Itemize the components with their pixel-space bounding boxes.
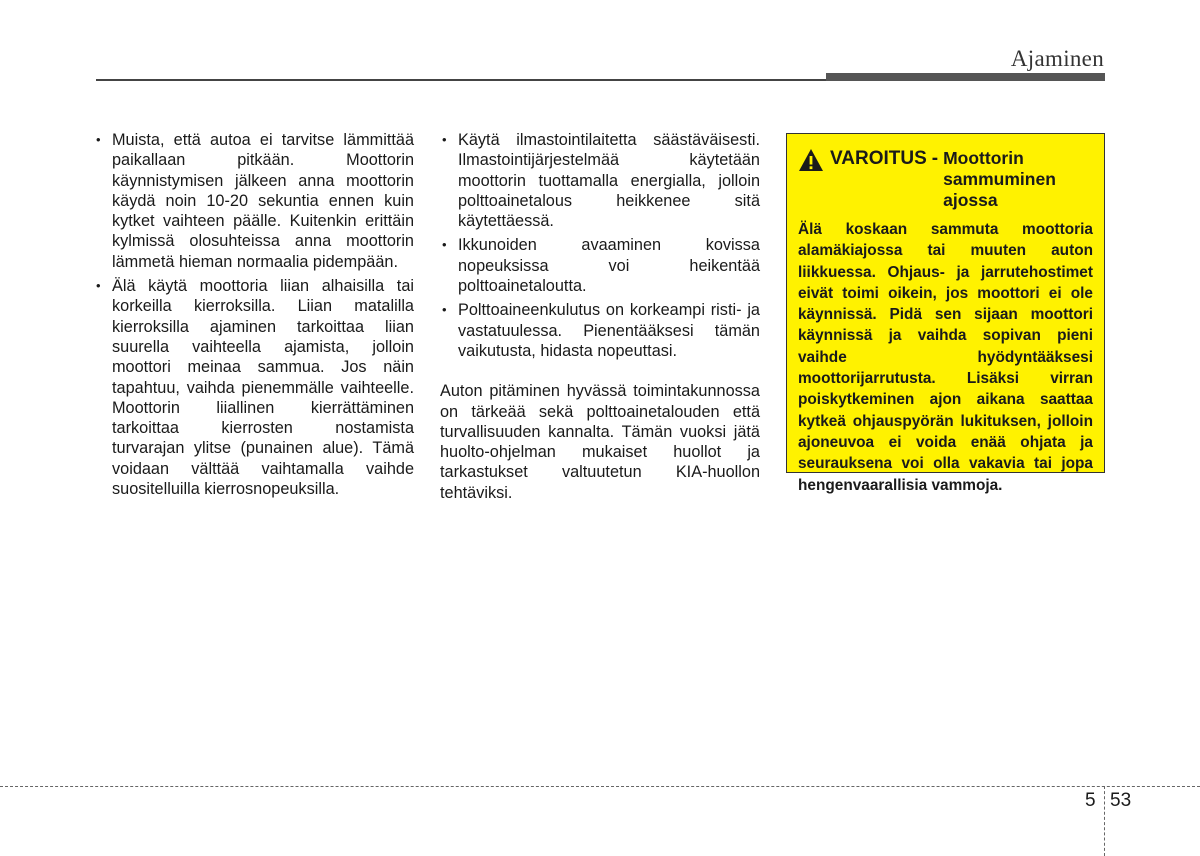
page-number: 53 [1110, 790, 1132, 811]
footer-dashed-divider [1104, 786, 1105, 856]
bullet-item: • Polttoaineenkulutus on korkeampi risti- ja vastatuulessa. Pienentääksesi tämän vaikutusta, hidasta nopeuttasi. [440, 300, 760, 361]
bullet-item: • Älä käytä moottoria liian alhaisilla tai korkeilla kierroksilla. Liian matalilla kierroksilla ajaminen tarkoittaa liian suurella vaihteella ajamista, jolloin moottori meinaa sammua. Jos näin tapahtuu, vaihda pienemmälle vaihteelle. Moottorin liiallinen kierrättäminen tarkoittaa kierrosten nostamista turvarajan ylitse (punainen alue). Tämä voidaan välttää vaihtamalla vaihde suositelluilla kierrosnopeuksilla. [94, 276, 414, 499]
warning-header [798, 148, 1093, 211]
header-rule-accent [826, 73, 1105, 81]
bullet-item: • Muista, että autoa ei tarvitse lämmittää paikallaan pitkään. Moottorin käynnistymisen jälkeen anna moottorin käydä noin 10-20 sekuntia ennen kuin kytket vaihteen päälle. Kuitenkin erittäin kylmissä olosuhteissa anna moottorin lämmetä hieman normaalia pidempään. [94, 130, 414, 272]
chapter-number: 5 [1085, 790, 1096, 811]
warning-triangle-icon [798, 148, 824, 172]
warning-separator: - [931, 148, 939, 169]
warning-topic: Moottorin sammuminen ajossa [943, 148, 1056, 210]
warning-text: Älä koskaan sammuta moottoria alamäkiajossa tai muuten auton liikkuessa. Ohjaus- ja jarrutehostimet eivät toimi oikein, jos moottori ei ole käynnissä. Pidä sen sijaan moottori käynnissä ja vaihda sopivan pieni vaihde hyödyntääksesi moottorijarrutusta. Lisäksi virran poiskytkeminen ajon aikana saattaa kytkeä ohjauspyörän lukituksen, jolloin ajoneuvoa ei voida enää ohjata ja seurauksena voi olla vakavia tai jopa hengenvaarallisia vammoja. [798, 221, 1093, 494]
text-column-2 [440, 130, 760, 519]
bullet-item: • Ikkunoiden avaaminen kovissa nopeuksissa voi heikentää polttoainetaloutta. [440, 235, 760, 296]
bullet-list [94, 130, 414, 499]
footer-dashed-line [0, 786, 1200, 787]
body-paragraph: Auton pitäminen hyvässä toimintakunnossa on tärkeää sekä polttoainetalouden että turvallisuuden kannalta. Tämän vuoksi jätä huolto-ohjelman mukaiset huollot ja tarkastukset valtuutetun KIA-huollon tehtäviksi. [440, 382, 760, 502]
warning-label: VAROITUS [830, 148, 927, 169]
bullet-item: • Käytä ilmastointilaitetta säästäväisesti. Ilmastointijärjestelmää käytetään moottorin tuottamalla energialla, jolloin polttoainetalous heikkenee sitä käytettäessä. [440, 130, 760, 231]
header-rule [96, 79, 826, 81]
warning-box [786, 133, 1105, 494]
text-column-1 [94, 130, 414, 503]
section-title: Ajaminen [1010, 46, 1104, 71]
bullet-list [440, 130, 760, 361]
